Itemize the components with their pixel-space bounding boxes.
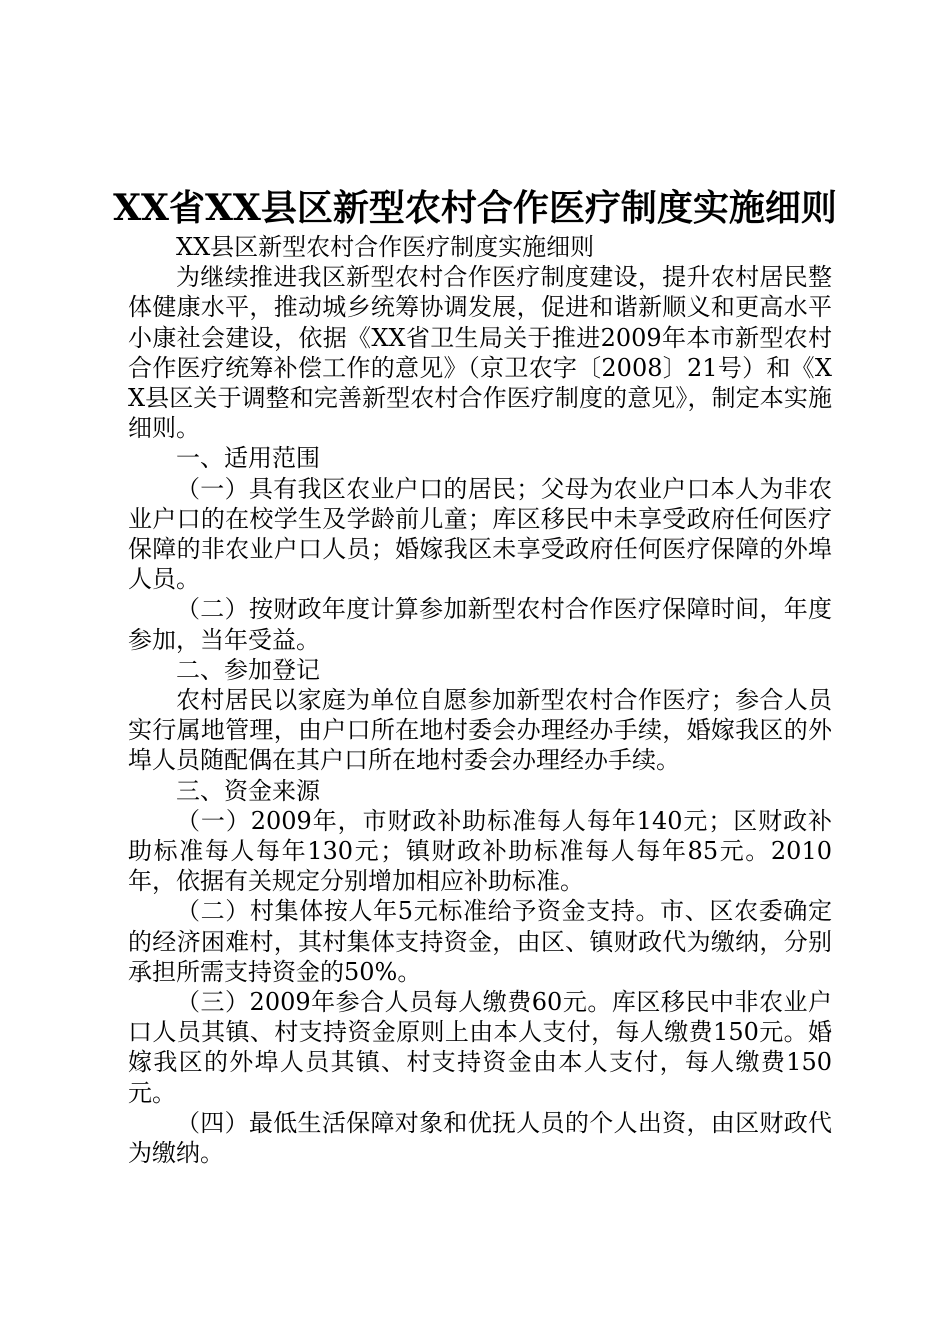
document-title: XX省XX县区新型农村合作医疗制度实施细则 (113, 187, 837, 229)
intro-paragraph: 为继续推进我区新型农村合作医疗制度建设，提升农村居民整体健康水平，推动城乡统筹协调发展，促进和谐新顺义和更高水平小康社会建设，依据《XX省卫生局关于推进2009年本市新型农村合作医疗统筹补偿工作的意见》（京卫农字〔2008〕21号）和《XX县区关于调整和完善新型农村合作医疗制度的意见》，制定本实施细则。 (128, 263, 832, 443)
subtitle-paragraph: XX县区新型农村合作医疗制度实施细则 (176, 233, 595, 261)
section-heading-funding: 三、资金来源 (176, 776, 320, 805)
registration-paragraph: 农村居民以家庭为单位自愿参加新型农村合作医疗；参合人员实行属地管理，由户口所在地村委会办理经办手续，婚嫁我区的外埠人员随配偶在其户口所在地村委会办理经办手续。 (128, 686, 832, 775)
funding-item-3: （三）2009年参合人员每人缴费60元。库区移民中非农业户口人员其镇、村支持资金原则上由本人支付，每人缴费150元。婚嫁我区的外埠人员其镇、村支持资金由本人支付，每人缴费150元。 (128, 988, 832, 1107)
funding-item-4: （四）最低生活保障对象和优抚人员的个人出资，由区财政代为缴纳。 (128, 1108, 832, 1168)
scope-item-1: （一）具有我区农业户口的居民；父母为农业户口本人为非农业户口的在校学生及学龄前儿童；库区移民中未享受政府任何医疗保障的非农业户口人员；婚嫁我区未享受政府任何医疗保障的外埠人员。 (128, 474, 832, 594)
funding-item-1: （一）2009年，市财政补助标准每人每年140元；区财政补助标准每人每年130元；镇财政补助标准每人每年85元。2010年，依据有关规定分别增加相应补助标准。 (128, 806, 832, 896)
section-heading-registration: 二、参加登记 (176, 655, 320, 684)
section-heading-scope: 一、适用范围 (176, 444, 320, 473)
funding-item-2: （二）村集体按人年5元标准给予资金支持。市、区农委确定的经济困难村，其村集体支持资金，由区、镇财政代为缴纳，分别承担所需支持资金的50%。 (128, 897, 832, 986)
scope-item-2: （二）按财政年度计算参加新型农村合作医疗保障时间，年度参加，当年受益。 (128, 595, 832, 654)
document-body (128, 232, 832, 1168)
